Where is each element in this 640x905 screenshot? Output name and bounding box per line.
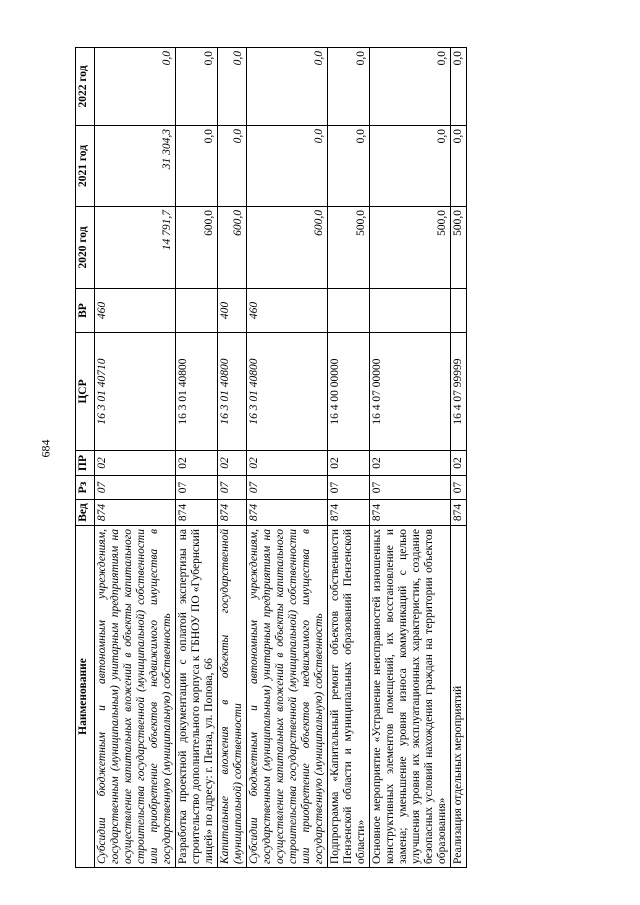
row-pr: 02 <box>218 451 247 476</box>
header-ved: Вед <box>76 500 95 526</box>
row-name: Подпрограмма «Капитальный ремонт объектов собственности Пензенской области и муниципальных образований Пензенской области» <box>328 526 370 868</box>
budget-table <box>75 47 467 868</box>
row-pr: 02 <box>95 451 176 476</box>
row-2020: 600,0 <box>176 207 218 289</box>
row-2021: 0,0 <box>247 126 328 207</box>
header-2022: 2022 год <box>76 48 95 126</box>
header-rz: Рз <box>76 476 95 500</box>
row-vr <box>451 289 467 333</box>
row-vr <box>370 289 451 333</box>
row-name: Субсидии бюджетным и автономным учреждениям, государственным (муниципальным) унитарным предприятиям на осуществление капитальных вложений в объекты капитального строительства государственной (муниципальной) собственности или приобретение объектов недвижимого имущества в государственную (муниципальную) собственность <box>247 526 328 868</box>
row-2022: 0,0 <box>247 48 328 126</box>
row-csr: 16 3 01 40800 <box>247 333 328 451</box>
row-2021: 31 304,3 <box>95 126 176 207</box>
header-2021: 2021 год <box>76 126 95 207</box>
row-ved: 874 <box>176 500 218 526</box>
row-2020: 500,0 <box>328 207 370 289</box>
row-2020: 500,0 <box>451 207 467 289</box>
row-2022: 0,0 <box>218 48 247 126</box>
table-row <box>370 48 451 868</box>
row-vr: 460 <box>247 289 328 333</box>
row-ved: 874 <box>247 500 328 526</box>
page-number: 684 <box>38 439 53 458</box>
row-ved: 874 <box>328 500 370 526</box>
row-rz: 07 <box>370 476 451 500</box>
row-vr: 400 <box>218 289 247 333</box>
header-name: Наименование <box>76 526 95 868</box>
row-ved: 874 <box>95 500 176 526</box>
row-rz: 07 <box>451 476 467 500</box>
row-2021: 0,0 <box>451 126 467 207</box>
row-csr: 16 4 07 00000 <box>370 333 451 451</box>
header-vr: ВР <box>76 289 95 333</box>
row-vr: 460 <box>95 289 176 333</box>
row-csr: 16 4 07 99999 <box>451 333 467 451</box>
row-pr: 02 <box>370 451 451 476</box>
table-row <box>451 48 467 868</box>
row-pr: 02 <box>328 451 370 476</box>
row-rz: 07 <box>95 476 176 500</box>
row-vr <box>328 289 370 333</box>
table-row <box>247 48 328 868</box>
row-csr: 16 3 01 40800 <box>176 333 218 451</box>
row-pr: 02 <box>451 451 467 476</box>
row-2020: 14 791,7 <box>95 207 176 289</box>
row-2022: 0,0 <box>370 48 451 126</box>
row-name: Субсидии бюджетным и автономным учреждениям, государственным (муниципальным) унитарным предприятиям на осуществление капитальных вложений в объекты капитального строительства государственной (муниципальной) собственности или приобретение объектов недвижимого имущества в государственную (муниципальную) собственность <box>95 526 176 868</box>
row-2022: 0,0 <box>95 48 176 126</box>
row-2020: 600,0 <box>247 207 328 289</box>
row-ved: 874 <box>451 500 467 526</box>
row-2022: 0,0 <box>176 48 218 126</box>
row-csr: 16 3 01 40710 <box>95 333 176 451</box>
row-ved: 874 <box>370 500 451 526</box>
header-row <box>76 48 95 868</box>
table-row <box>176 48 218 868</box>
header-pr: ПР <box>76 451 95 476</box>
row-name: Разработка проектной документации с оплатой экспертизы на строительство дополнительного корпуса к ГБНОУ ПО «Губернский лицей» по адресу: г. Пенза, ул. Попова, 66 <box>176 526 218 868</box>
row-pr: 02 <box>176 451 218 476</box>
row-rz: 07 <box>328 476 370 500</box>
row-ved: 874 <box>218 500 247 526</box>
table-row <box>218 48 247 868</box>
row-2022: 0,0 <box>451 48 467 126</box>
row-2021: 0,0 <box>370 126 451 207</box>
budget-table-container <box>75 48 560 868</box>
row-rz: 07 <box>218 476 247 500</box>
row-csr: 16 4 00 00000 <box>328 333 370 451</box>
row-2021: 0,0 <box>176 126 218 207</box>
row-vr <box>176 289 218 333</box>
row-2020: 600,0 <box>218 207 247 289</box>
row-name: Реализация отдельных мероприятий <box>451 526 467 868</box>
row-csr: 16 3 01 40800 <box>218 333 247 451</box>
row-name: Капитальные вложения в объекты государственной (муниципальной) собственности <box>218 526 247 868</box>
row-2022: 0,0 <box>328 48 370 126</box>
row-pr: 02 <box>247 451 328 476</box>
table-row <box>95 48 176 868</box>
header-csr: ЦСР <box>76 333 95 451</box>
row-rz: 07 <box>176 476 218 500</box>
row-2020: 500,0 <box>370 207 451 289</box>
row-rz: 07 <box>247 476 328 500</box>
table-row <box>328 48 370 868</box>
row-2021: 0,0 <box>328 126 370 207</box>
row-2021: 0,0 <box>218 126 247 207</box>
header-2020: 2020 год <box>76 207 95 289</box>
row-name: Основное мероприятие «Устранение неисправностей изношенных конструктивных элементов помещений, их восстановление и замена; уменьшение уровня износа коммуникаций с целью улучшения уровня их эксплуатационных характеристик, создание безопасных условий нахождения граждан на территории объектов образования» <box>370 526 451 868</box>
